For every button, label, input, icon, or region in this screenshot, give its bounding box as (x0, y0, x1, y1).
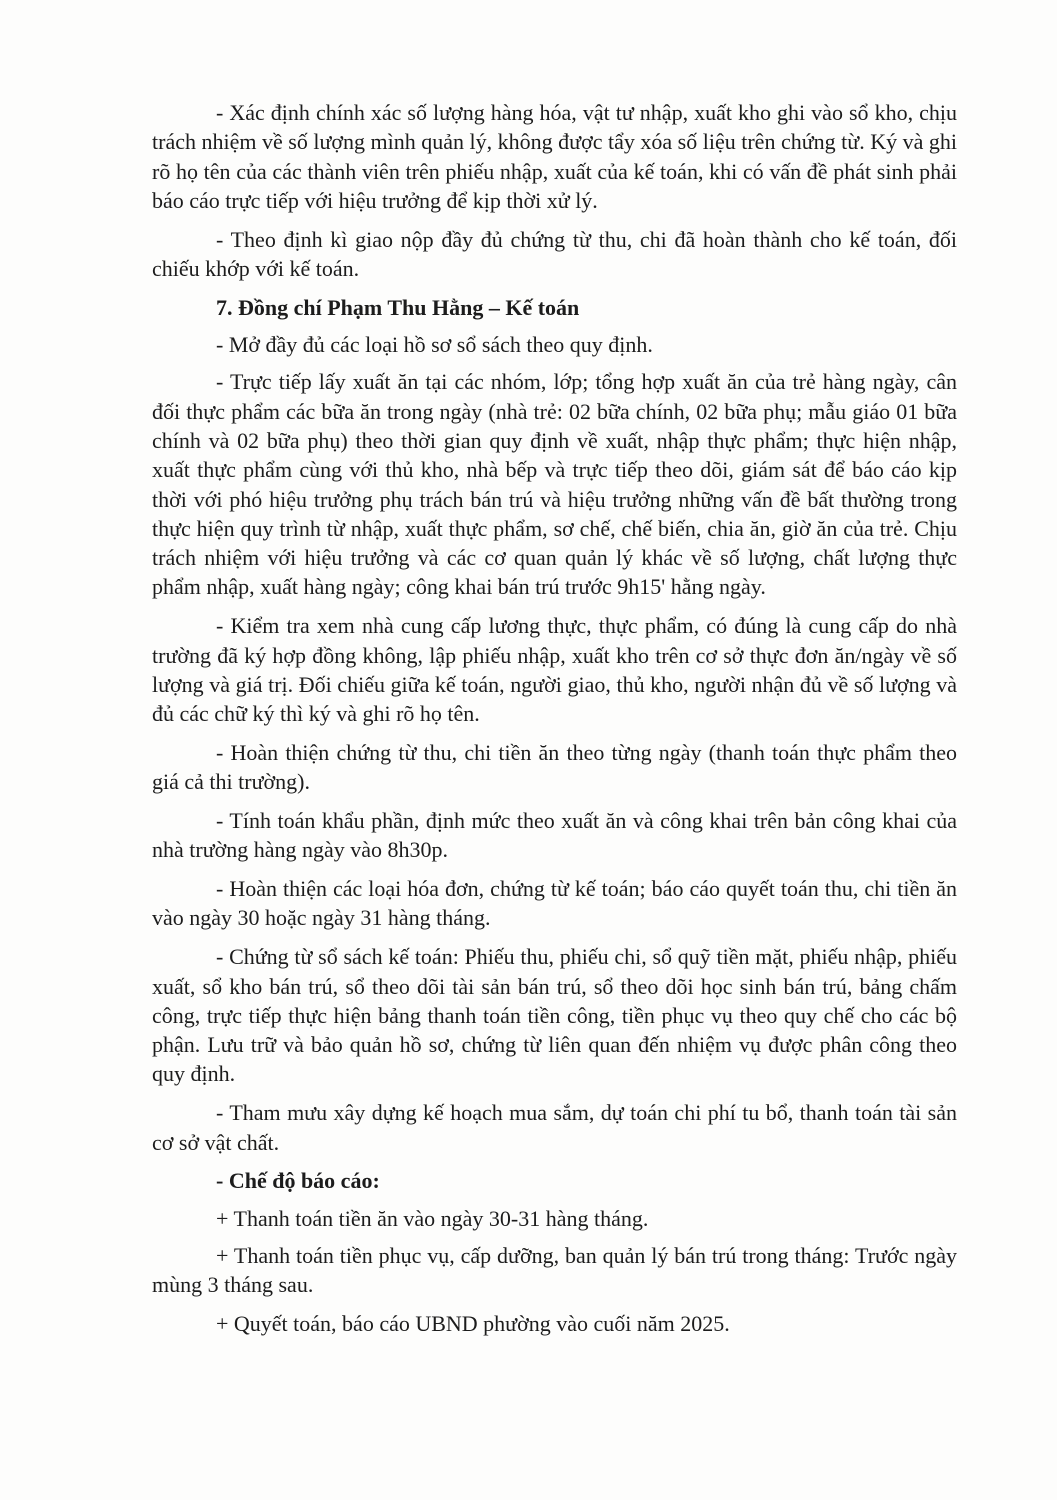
section-heading-accountant: 7. Đồng chí Phạm Thu Hằng – Kế toán (216, 294, 580, 320)
paragraph-warehouse-quantity: - Xác định chính xác số lượng hàng hóa, vật tư nhập, xuất kho ghi vào sổ kho, chịu trách nhiệm về số lượng mình quản lý, không được tẩy xóa số liệu trên chứng từ. Ký và ghi rõ họ tên của các thành viên trên phiếu nhập, xuất của kế toán, khi có vấn đề phát sinh phải báo cáo trực tiếp với hiệu trưởng để kịp thời xử lý. (152, 100, 957, 213)
report-regime-heading: - Chế độ báo cáo: (216, 1168, 380, 1194)
paragraph-calculate-rations: - Tính toán khẩu phần, định mức theo xuất ăn và công khai trên bản công khai của nhà trường hàng ngày vào 8h30p. (152, 808, 957, 863)
paragraph-submit-vouchers: - Theo định kì giao nộp đầy đủ chứng từ thu, chi đã hoàn thành cho kế toán, đối chiếu khớp với kế toán. (152, 226, 957, 281)
paragraph-check-suppliers: - Kiểm tra xem nhà cung cấp lương thực, thực phẩm, có đúng là cung cấp do nhà trường đã ký hợp đồng không, lập phiếu nhập, xuất kho trên cơ sở thực đơn ăn/ngày về số lượng và giá trị. Đối chiếu giữa kế toán, người giao, thủ kho, người nhận đủ về số lượng và đủ các chữ ký thì ký và ghi rõ họ tên. (152, 613, 957, 727)
paragraph-open-records: - Mở đầy đủ các loại hồ sơ sổ sách theo quy định. (216, 332, 653, 358)
paragraph-accounting-books: - Chứng từ sổ sách kế toán: Phiếu thu, phiếu chi, sổ quỹ tiền mặt, phiếu nhập, phiếu xuất, sổ kho bán trú, sổ theo dõi tài sản bán trú, sổ theo dõi học sinh bán trú, bảng chấm công, trực tiếp thực hiện bảng thanh toán tiền công, tiền phục vụ theo quy chế cho các bộ phận. Lưu trữ và bảo quản hồ sơ, chứng từ liên quan đến nhiệm vụ được phân công theo quy định. (152, 944, 957, 1087)
paragraph-complete-vouchers: - Hoàn thiện chứng từ thu, chi tiền ăn theo từng ngày (thanh toán thực phẩm theo giá cả thi trường). (152, 739, 957, 795)
report-item-final-settlement: + Quyết toán, báo cáo UBND phường vào cuối năm 2025. (216, 1310, 730, 1336)
report-item-meal-payment: + Thanh toán tiền ăn vào ngày 30-31 hàng tháng. (216, 1205, 649, 1231)
paragraph-procurement-plan: - Tham mưu xây dựng kế hoạch mua sắm, dự toán chi phí tu bổ, thanh toán tài sản cơ sở vật chất. (152, 1100, 957, 1155)
paragraph-meal-portions: - Trực tiếp lấy xuất ăn tại các nhóm, lớp; tổng hợp xuất ăn của trẻ hàng ngày, cân đối thực phẩm các bữa ăn trong ngày (nhà trẻ: 02 bữa chính, 02 bữa phụ; mẫu giáo 01 bữa chính và 02 bữa phụ) theo thời gian quy định về xuất, nhập thực phẩm; thực hiện nhập, xuất thực phẩm cùng với thủ kho, nhà bếp và trực tiếp theo dõi, giám sát để báo cáo kịp thời với phó hiệu trưởng phụ trách bán trú và hiệu trưởng những vấn đề bất thường trong thực hiện quy trình từ nhập, xuất thực phẩm, sơ chế, chế biến, chia ăn, giờ ăn của trẻ. Chịu trách nhiệm với hiệu trưởng và các cơ quan quản lý khác về số lượng, chất lượng thực phẩm nhập, xuất hàng ngày; công khai bán trú trước 9h15' hằng ngày. (152, 369, 957, 600)
paragraph-invoices-settlement: - Hoàn thiện các loại hóa đơn, chứng từ kế toán; báo cáo quyết toán thu, chi tiền ăn vào ngày 30 hoặc ngày 31 hàng tháng. (152, 876, 957, 931)
report-item-service-payment: + Thanh toán tiền phục vụ, cấp dưỡng, ban quản lý bán trú trong tháng: Trước ngày mùng 3 tháng sau. (152, 1242, 957, 1298)
